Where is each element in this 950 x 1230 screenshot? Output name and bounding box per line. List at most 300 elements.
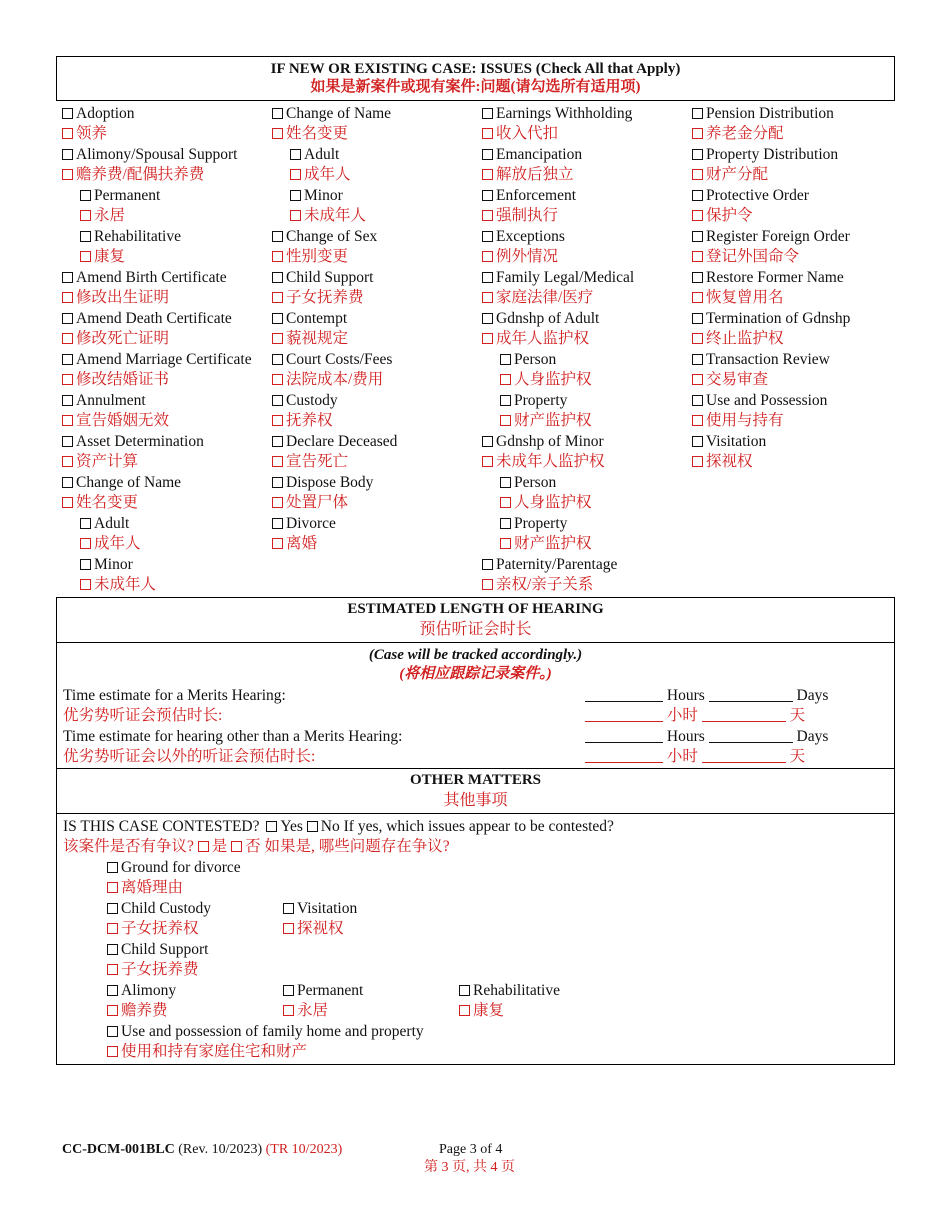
option-label: Amend Marriage Certificate: [76, 351, 252, 368]
issue-child-support-option-zh[interactable]: [272, 288, 364, 308]
checkbox[interactable]: [482, 149, 493, 160]
visitation-option[interactable]: Visitation: [283, 899, 357, 919]
checkbox[interactable]: [482, 292, 493, 303]
option-label-zh: 成年人: [304, 166, 351, 183]
issue-alimony-spousal-support-option[interactable]: [62, 145, 237, 165]
checkbox[interactable]: [692, 169, 703, 180]
checkbox[interactable]: [80, 559, 91, 570]
checkbox[interactable]: [80, 210, 91, 221]
issue-amend-birth-certificate-option-zh[interactable]: [62, 288, 169, 308]
option-label: Alimony/Spousal Support: [76, 146, 238, 163]
other-days-input[interactable]: [709, 728, 793, 743]
rehabilitative-option-zh[interactable]: 康复: [459, 1001, 504, 1021]
issue-earnings-withholding-option-zh[interactable]: [482, 124, 558, 144]
checkbox[interactable]: [482, 272, 493, 283]
checkbox[interactable]: [62, 497, 73, 508]
issue-earnings-withholding-option[interactable]: [482, 104, 632, 124]
contested-row: [63, 817, 614, 837]
checkbox[interactable]: [107, 964, 118, 975]
checkbox[interactable]: [500, 497, 511, 508]
issue-divorce-option[interactable]: [272, 514, 336, 534]
checkbox[interactable]: [500, 477, 511, 488]
issue-property-option[interactable]: [500, 514, 567, 534]
option-label: Restore Former Name: [706, 269, 844, 286]
issue-rehabilitative-option-zh[interactable]: [80, 247, 125, 267]
option-label-zh: 姓名变更: [286, 125, 349, 142]
visitation-option-zh[interactable]: 探视权: [283, 919, 344, 939]
checkbox[interactable]: [107, 1046, 118, 1057]
option-label-zh: 永居: [94, 207, 126, 224]
option-label: Property Distribution: [706, 146, 839, 163]
checkbox[interactable]: [692, 251, 703, 262]
no-checkbox-zh[interactable]: [231, 841, 242, 852]
checkbox[interactable]: [500, 415, 511, 426]
option-label: Adult: [304, 146, 340, 163]
option-label: Enforcement: [496, 187, 577, 204]
child-support-option[interactable]: Child Support: [107, 940, 208, 960]
checkbox[interactable]: [80, 251, 91, 262]
checkbox[interactable]: [692, 395, 703, 406]
issue-permanent-option[interactable]: [80, 186, 160, 206]
issue-paternity-parentage-option-zh[interactable]: [482, 575, 593, 595]
hearing-note: (Case will be tracked accordingly.): [368, 647, 583, 663]
issue-annulment-option-zh[interactable]: [62, 411, 169, 431]
option-label: Visitation: [706, 433, 767, 450]
checkbox[interactable]: [482, 559, 493, 570]
checkbox[interactable]: [482, 579, 493, 590]
issue-gdnshp-of-adult-option-zh[interactable]: [482, 329, 589, 349]
checkbox[interactable]: [692, 190, 703, 201]
checkbox[interactable]: [272, 395, 283, 406]
hearing-section: [56, 597, 895, 769]
issue-use-and-possession-option-zh[interactable]: [692, 411, 784, 431]
option-label-zh: 恢复曾用名: [706, 289, 784, 306]
issue-transaction-review-option[interactable]: [692, 350, 830, 370]
checkbox[interactable]: [272, 231, 283, 242]
issue-permanent-option-zh[interactable]: [80, 206, 125, 226]
yes-checkbox[interactable]: [266, 821, 277, 832]
issue-family-legal-medical-option-zh[interactable]: [482, 288, 593, 308]
issue-person-option-zh[interactable]: [500, 370, 592, 390]
checkbox[interactable]: [272, 374, 283, 385]
issue-person-option[interactable]: [500, 473, 556, 493]
no-label: No If yes, which issues appear to be contested?: [320, 818, 614, 835]
issue-declare-deceased-option-zh[interactable]: [272, 452, 348, 472]
checkbox[interactable]: [272, 292, 283, 303]
option-label-zh: 登记外国命令: [706, 248, 800, 265]
issue-restore-former-name-option[interactable]: [692, 268, 844, 288]
option-label-zh: 人身监护权: [514, 494, 592, 511]
issue-change-of-name-option[interactable]: [62, 473, 181, 493]
merits-fields: [585, 686, 828, 706]
issue-adult-option[interactable]: [290, 145, 339, 165]
issue-protective-order-option-zh[interactable]: [692, 206, 753, 226]
issue-emancipation-option-zh[interactable]: [482, 165, 574, 185]
checkbox[interactable]: [107, 862, 118, 873]
alimony-option-zh[interactable]: 赡养费: [107, 1001, 168, 1021]
checkbox[interactable]: [692, 231, 703, 242]
option-label-zh: 修改结婚证书: [76, 371, 170, 388]
option-label: Pension Distribution: [706, 105, 834, 122]
issue-adoption-option-zh[interactable]: [62, 124, 107, 144]
checkbox[interactable]: [272, 477, 283, 488]
checkbox[interactable]: [692, 354, 703, 365]
checkbox[interactable]: [272, 456, 283, 467]
option-label-zh: 使用与持有: [706, 412, 784, 429]
issue-minor-option-zh[interactable]: [80, 575, 156, 595]
checkbox[interactable]: [692, 149, 703, 160]
option-label: Amend Death Certificate: [76, 310, 232, 327]
issue-enforcement-option[interactable]: [482, 186, 576, 206]
issue-annulment-option[interactable]: [62, 391, 146, 411]
checkbox[interactable]: [482, 169, 493, 180]
checkbox[interactable]: [272, 313, 283, 324]
issue-family-legal-medical-option[interactable]: [482, 268, 634, 288]
merits-hours-input[interactable]: [585, 687, 663, 702]
option-label: Change of Sex: [286, 228, 378, 245]
option-label: Declare Deceased: [286, 433, 398, 450]
issue-termination-of-gdnshp-option[interactable]: [692, 309, 850, 329]
checkbox[interactable]: [290, 169, 301, 180]
issue-change-of-name-option[interactable]: [272, 104, 391, 124]
issue-exceptions-option-zh[interactable]: [482, 247, 558, 267]
issue-change-of-sex-option[interactable]: [272, 227, 377, 247]
issue-custody-option[interactable]: [272, 391, 338, 411]
hearing-title-zh: 预估听证会时长: [419, 621, 532, 638]
checkbox[interactable]: [62, 354, 73, 365]
issue-amend-marriage-certificate-option[interactable]: [62, 350, 252, 370]
option-label-zh: 终止监护权: [706, 330, 784, 347]
checkbox[interactable]: [62, 456, 73, 467]
issue-court-costs-fees-option[interactable]: [272, 350, 392, 370]
option-label-zh: 子女抚养费: [286, 289, 364, 306]
checkbox[interactable]: [80, 518, 91, 529]
checkbox[interactable]: [80, 231, 91, 242]
checkbox[interactable]: [80, 538, 91, 549]
option-label-zh: 交易审查: [706, 371, 769, 388]
option-label: Permanent: [94, 187, 161, 204]
checkbox[interactable]: [692, 313, 703, 324]
issues-title: IF NEW OR EXISTING CASE: ISSUES (Check All that Apply): [270, 61, 681, 77]
option-label-zh: 例外情况: [496, 248, 559, 265]
other-matters-section: [56, 768, 895, 1065]
other-hearing-label-zh: 优劣势听证会以外的听证会预估时长:: [63, 748, 316, 765]
checkbox[interactable]: [283, 1005, 294, 1016]
checkbox[interactable]: [692, 456, 703, 467]
ground-divorce-option-zh[interactable]: 离婚理由: [107, 878, 183, 898]
checkbox[interactable]: [692, 292, 703, 303]
child-custody-option-zh[interactable]: 子女抚养权: [107, 919, 199, 939]
issue-declare-deceased-option[interactable]: [272, 432, 397, 452]
issue-contempt-option[interactable]: [272, 309, 347, 329]
checkbox[interactable]: [62, 415, 73, 426]
issue-change-of-name-option-zh[interactable]: [272, 124, 348, 144]
option-label: Amend Birth Certificate: [76, 269, 227, 286]
ground-divorce-option[interactable]: Ground for divorce: [107, 858, 241, 878]
checkbox[interactable]: [272, 108, 283, 119]
use-possession-option-zh[interactable]: 使用和持有家庭住宅和财产: [107, 1042, 307, 1062]
issue-amend-birth-certificate-option[interactable]: [62, 268, 227, 288]
merits-label-zh: 优劣势听证会预估时长:: [63, 707, 223, 724]
option-label: Person: [514, 474, 557, 491]
child-support-option-zh[interactable]: 子女抚养费: [107, 960, 199, 980]
issue-divorce-option-zh[interactable]: [272, 534, 317, 554]
checkbox[interactable]: [500, 538, 511, 549]
checkbox[interactable]: [62, 477, 73, 488]
checkbox[interactable]: [482, 190, 493, 201]
issue-property-option-zh[interactable]: [500, 534, 592, 554]
issue-termination-of-gdnshp-option-zh[interactable]: [692, 329, 784, 349]
option-label-zh: 强制执行: [496, 207, 559, 224]
issue-asset-determination-option-zh[interactable]: [62, 452, 138, 472]
checkbox[interactable]: [62, 108, 73, 119]
option-label: Gdnshp of Adult: [496, 310, 600, 327]
checkbox[interactable]: [459, 1005, 470, 1016]
option-label-zh: 宣告死亡: [286, 453, 349, 470]
issue-property-distribution-option[interactable]: [692, 145, 838, 165]
issue-adoption-option[interactable]: [62, 104, 135, 124]
checkbox[interactable]: [692, 415, 703, 426]
issue-alimony-spousal-support-option-zh[interactable]: [62, 165, 204, 185]
option-label-zh: 性别变更: [286, 248, 349, 265]
issue-contempt-option-zh[interactable]: [272, 329, 348, 349]
checkbox[interactable]: [107, 923, 118, 934]
checkbox[interactable]: [500, 374, 511, 385]
issue-dispose-body-option[interactable]: [272, 473, 373, 493]
checkbox[interactable]: [482, 333, 493, 344]
option-label: Adoption: [76, 105, 135, 122]
issue-enforcement-option-zh[interactable]: [482, 206, 558, 226]
yes-label: Yes: [280, 818, 303, 835]
option-label-zh: 修改死亡证明: [76, 330, 170, 347]
checkbox[interactable]: [62, 395, 73, 406]
issue-visitation-option[interactable]: [692, 432, 766, 452]
checkbox[interactable]: [459, 985, 470, 996]
checkbox[interactable]: [692, 333, 703, 344]
checkbox[interactable]: [500, 518, 511, 529]
checkbox[interactable]: [482, 108, 493, 119]
issue-adult-option[interactable]: [80, 514, 129, 534]
option-label: Gdnshp of Minor: [496, 433, 604, 450]
checkbox[interactable]: [500, 354, 511, 365]
checkbox[interactable]: [482, 210, 493, 221]
issue-child-support-option[interactable]: [272, 268, 373, 288]
option-label: Minor: [304, 187, 343, 204]
issue-property-option[interactable]: [500, 391, 567, 411]
hours-label: Hours: [666, 687, 705, 704]
rehabilitative-option[interactable]: Rehabilitative: [459, 981, 560, 1001]
yes-checkbox-zh[interactable]: [198, 841, 209, 852]
issue-property-distribution-option-zh[interactable]: [692, 165, 768, 185]
use-possession-option[interactable]: Use and possession of family home and property: [107, 1022, 424, 1042]
issue-use-and-possession-option[interactable]: [692, 391, 827, 411]
issue-minor-option-zh[interactable]: [290, 206, 366, 226]
issue-change-of-name-option-zh[interactable]: [62, 493, 138, 513]
option-label: Court Costs/Fees: [286, 351, 393, 368]
checkbox[interactable]: [62, 292, 73, 303]
checkbox[interactable]: [80, 190, 91, 201]
checkbox[interactable]: [62, 374, 73, 385]
option-label-zh: 家庭法律/医疗: [496, 289, 594, 306]
option-label: Custody: [286, 392, 338, 409]
checkbox[interactable]: [482, 456, 493, 467]
option-label-zh: 处置尸体: [286, 494, 349, 511]
issue-exceptions-option[interactable]: [482, 227, 565, 247]
other-title-zh: 其他事项: [443, 792, 508, 809]
issue-register-foreign-order-option[interactable]: [692, 227, 850, 247]
issue-pension-distribution-option-zh[interactable]: [692, 124, 784, 144]
merits-days-input-zh[interactable]: [702, 707, 786, 722]
option-label: Exceptions: [496, 228, 565, 245]
checkbox[interactable]: [692, 374, 703, 385]
no-checkbox[interactable]: [307, 821, 318, 832]
issue-gdnshp-of-minor-option-zh[interactable]: [482, 452, 605, 472]
checkbox[interactable]: [482, 436, 493, 447]
issue-pension-distribution-option[interactable]: [692, 104, 834, 124]
issue-change-of-sex-option-zh[interactable]: [272, 247, 348, 267]
checkbox[interactable]: [62, 149, 73, 160]
permanent-option-zh[interactable]: 永居: [283, 1001, 328, 1021]
checkbox[interactable]: [107, 1026, 118, 1037]
checkbox[interactable]: [62, 436, 73, 447]
checkbox[interactable]: [692, 436, 703, 447]
issue-amend-marriage-certificate-option-zh[interactable]: [62, 370, 169, 390]
checkbox[interactable]: [290, 190, 301, 201]
checkbox[interactable]: [272, 415, 283, 426]
checkbox[interactable]: [80, 579, 91, 590]
option-label-zh: 成年人: [94, 535, 141, 552]
issue-transaction-review-option-zh[interactable]: [692, 370, 768, 390]
issue-minor-option[interactable]: [290, 186, 343, 206]
option-label: Transaction Review: [706, 351, 830, 368]
checkbox[interactable]: [692, 210, 703, 221]
checkbox[interactable]: [272, 333, 283, 344]
yes-label-zh: 是: [211, 838, 228, 855]
checkbox[interactable]: [272, 518, 283, 529]
checkbox[interactable]: [272, 272, 283, 283]
checkbox[interactable]: [290, 210, 301, 221]
option-label-zh: 解放后独立: [496, 166, 574, 183]
merits-label: Time estimate for a Merits Hearing:: [63, 687, 286, 704]
checkbox[interactable]: [62, 128, 73, 139]
issues-title-zh: 如果是新案件或现有案件:问题(请勾选所有适用项): [310, 79, 641, 95]
checkbox[interactable]: [692, 108, 703, 119]
contested-question-zh: 该案件是否有争议?: [63, 838, 194, 855]
checkbox[interactable]: [692, 272, 703, 283]
checkbox[interactable]: [272, 251, 283, 262]
other-days-input-zh[interactable]: [702, 748, 786, 763]
issue-minor-option[interactable]: [80, 555, 133, 575]
checkbox[interactable]: [107, 903, 118, 914]
permanent-option[interactable]: Permanent: [283, 981, 363, 1001]
checkbox[interactable]: [482, 231, 493, 242]
checkbox[interactable]: [692, 128, 703, 139]
hours-label-zh: 小时: [666, 707, 698, 724]
checkbox[interactable]: [283, 903, 294, 914]
checkbox[interactable]: [272, 497, 283, 508]
checkbox[interactable]: [272, 538, 283, 549]
checkbox[interactable]: [283, 923, 294, 934]
checkbox[interactable]: [482, 128, 493, 139]
issue-gdnshp-of-adult-option[interactable]: [482, 309, 599, 329]
issues-grid: [0, 104, 950, 596]
other-hours-input-zh[interactable]: [585, 748, 663, 763]
option-label: Register Foreign Order: [706, 228, 850, 245]
issue-register-foreign-order-option-zh[interactable]: [692, 247, 799, 267]
checkbox[interactable]: [500, 395, 511, 406]
issue-paternity-parentage-option[interactable]: [482, 555, 617, 575]
checkbox[interactable]: [62, 169, 73, 180]
other-hearing-fields-zh: [585, 747, 805, 767]
option-label: Emancipation: [496, 146, 583, 163]
other-hearing-label: Time estimate for hearing other than a Merits Hearing:: [63, 728, 403, 745]
checkbox[interactable]: [290, 149, 301, 160]
option-label-zh: 养老金分配: [706, 125, 784, 142]
option-label-zh: 宣告婚姻无效: [76, 412, 170, 429]
option-label-zh: 未成年人: [94, 576, 157, 593]
option-label: Minor: [94, 556, 133, 573]
child-custody-option[interactable]: Child Custody: [107, 899, 211, 919]
issue-property-option-zh[interactable]: [500, 411, 592, 431]
checkbox[interactable]: [283, 985, 294, 996]
merits-days-input[interactable]: [709, 687, 793, 702]
other-hours-input[interactable]: [585, 728, 663, 743]
checkbox[interactable]: [482, 251, 493, 262]
merits-fields-zh: [585, 706, 805, 726]
issue-restore-former-name-option-zh[interactable]: [692, 288, 784, 308]
issue-gdnshp-of-minor-option[interactable]: [482, 432, 604, 452]
checkbox[interactable]: [107, 882, 118, 893]
issue-emancipation-option[interactable]: [482, 145, 582, 165]
checkbox[interactable]: [62, 272, 73, 283]
issue-rehabilitative-option[interactable]: [80, 227, 181, 247]
option-label-zh: 收入代扣: [496, 125, 559, 142]
option-label-zh: 藐视规定: [286, 330, 349, 347]
issue-person-option-zh[interactable]: [500, 493, 592, 513]
merits-hours-input-zh[interactable]: [585, 707, 663, 722]
checkbox[interactable]: [62, 313, 73, 324]
option-label-zh: 抚养权: [286, 412, 333, 429]
option-label: Child Support: [286, 269, 374, 286]
issue-person-option[interactable]: [500, 350, 556, 370]
issue-visitation-option-zh[interactable]: [692, 452, 753, 472]
issue-asset-determination-option[interactable]: [62, 432, 204, 452]
checkbox[interactable]: [272, 128, 283, 139]
alimony-option[interactable]: Alimony: [107, 981, 176, 1001]
issue-amend-death-certificate-option[interactable]: [62, 309, 232, 329]
issue-amend-death-certificate-option-zh[interactable]: [62, 329, 169, 349]
issue-custody-option-zh[interactable]: [272, 411, 333, 431]
issue-dispose-body-option-zh[interactable]: [272, 493, 348, 513]
checkbox[interactable]: [107, 1005, 118, 1016]
issue-adult-option-zh[interactable]: [290, 165, 351, 185]
other-title: OTHER MATTERS: [410, 772, 541, 788]
page-number: Page 3 of 4: [439, 1142, 503, 1157]
checkbox[interactable]: [272, 354, 283, 365]
checkbox[interactable]: [482, 313, 493, 324]
checkbox[interactable]: [62, 333, 73, 344]
option-label: Person: [514, 351, 557, 368]
checkbox[interactable]: [272, 436, 283, 447]
checkbox[interactable]: [107, 985, 118, 996]
checkbox[interactable]: [107, 944, 118, 955]
days-label: Days: [796, 687, 829, 704]
option-label: Paternity/Parentage: [496, 556, 618, 573]
option-label: Annulment: [76, 392, 146, 409]
issue-protective-order-option[interactable]: [692, 186, 809, 206]
issue-adult-option-zh[interactable]: [80, 534, 141, 554]
issue-court-costs-fees-option-zh[interactable]: [272, 370, 383, 390]
